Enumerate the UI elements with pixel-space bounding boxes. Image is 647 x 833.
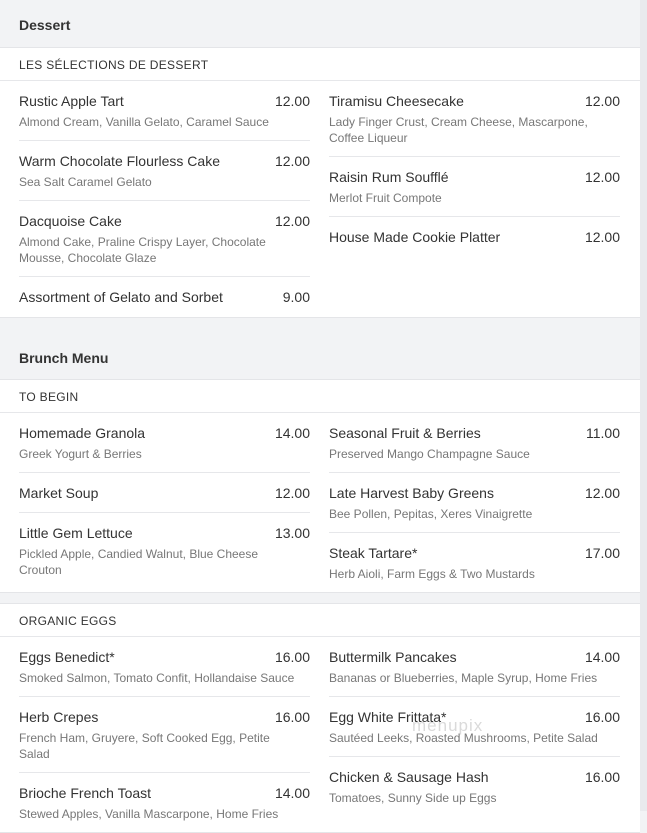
menu-item [329,533,620,592]
section-gap [0,593,640,603]
item-price: 16.00 [274,649,310,665]
item-name: Warm Chocolate Flourless Cake [19,153,220,169]
menu-item [19,201,310,277]
item-name: Eggs Benedict* [19,649,115,665]
item-name: Rustic Apple Tart [19,93,124,109]
menu-column-left [19,637,310,832]
item-description: Smoked Salmon, Tomato Confit, Hollandaise Sauce [19,671,295,685]
item-name: Buttermilk Pancakes [329,649,457,665]
subsection-title: ORGANIC EGGS [0,604,640,637]
item-description: Greek Yogurt & Berries [19,447,142,461]
item-name: Late Harvest Baby Greens [329,485,494,501]
brunch-begin-panel [0,379,640,593]
item-name: Steak Tartare* [329,545,418,561]
menu-item [19,637,310,697]
item-price: 12.00 [584,169,620,185]
item-price: 14.00 [274,425,310,441]
scrollbar-track[interactable] [640,0,647,811]
menu-item [19,773,310,832]
item-name: Tiramisu Cheesecake [329,93,464,109]
subsection-title: TO BEGIN [0,380,640,413]
item-description: Almond Cream, Vanilla Gelato, Caramel Sauce [19,115,269,129]
menu-item [329,217,620,257]
item-price: 16.00 [584,709,620,725]
section-title-brunch: Brunch Menu [0,318,640,379]
item-price: 12.00 [584,93,620,109]
dessert-panel [0,47,640,318]
menu-item [329,81,620,157]
item-name: Herb Crepes [19,709,99,725]
item-price: 12.00 [274,485,310,501]
item-price: 13.00 [274,525,310,541]
menu-item [329,637,620,697]
item-price: 12.00 [274,93,310,109]
item-name: Seasonal Fruit & Berries [329,425,481,441]
watermark: menupix [412,716,484,735]
item-price: 16.00 [584,769,620,785]
item-name: Homemade Granola [19,425,146,441]
item-price: 11.00 [586,425,620,441]
item-description: Almond Cake, Praline Crispy Layer, Chocolate Mousse, Chocolate Glaze [19,235,266,265]
menu-column-left [19,413,310,592]
menu-item [19,513,310,588]
menu-item [19,141,310,201]
menu-item [19,277,310,317]
item-description: Stewed Apples, Vanilla Mascarpone, Home Fries [19,807,279,821]
item-name: House Made Cookie Platter [329,229,501,245]
item-description: Tomatoes, Sunny Side up Eggs [329,791,497,805]
item-description: Sea Salt Caramel Gelato [19,175,152,189]
brunch-eggs-panel [0,603,640,833]
item-price: 12.00 [274,153,310,169]
item-name: Chicken & Sausage Hash [329,769,489,785]
section-title-dessert: Dessert [0,0,640,47]
item-price: 16.00 [274,709,310,725]
item-description: Pickled Apple, Candied Walnut, Blue Cheese Crouton [19,547,259,577]
menu-column-left [19,81,310,317]
item-price: 14.00 [274,785,310,801]
item-price: 12.00 [584,229,620,245]
menu-item [19,81,310,141]
item-price: 9.00 [282,289,310,305]
item-name: Raisin Rum Soufflé [329,169,449,185]
item-name: Assortment of Gelato and Sorbet [19,289,223,305]
menu-item [19,413,310,473]
item-price: 14.00 [584,649,620,665]
menu-item [329,757,620,816]
item-price: 12.00 [584,485,620,501]
menu-item [19,473,310,513]
item-description: Sautéed Leeks, Roasted Mushrooms, Petite Salad [329,731,598,745]
item-price: 12.00 [274,213,310,229]
item-description: Lady Finger Crust, Cream Cheese, Mascarpone, Coffee Liqueur [329,115,588,145]
menu-column-right [329,413,620,592]
menu-item [329,413,620,473]
item-description: Merlot Fruit Compote [329,191,442,205]
item-price: 17.00 [584,545,620,561]
item-name: Dacquoise Cake [19,213,122,229]
menu-item [329,157,620,217]
item-name: Market Soup [19,485,99,501]
item-description: Bee Pollen, Pepitas, Xeres Vinaigrette [329,507,533,521]
menu-item [329,473,620,533]
item-description: Preserved Mango Champagne Sauce [329,447,530,461]
item-description: Herb Aioli, Farm Eggs & Two Mustards [329,567,535,581]
item-name: Egg White Frittata* [329,709,447,725]
item-name: Brioche French Toast [19,785,152,801]
subsection-title: LES SÉLECTIONS DE DESSERT [0,48,640,81]
item-name: Little Gem Lettuce [19,525,133,541]
item-description: French Ham, Gruyere, Soft Cooked Egg, Petite Salad [19,731,270,761]
menu-column-right [329,81,620,317]
item-description: Bananas or Blueberries, Maple Syrup, Home Fries [329,671,598,685]
menu-item [19,697,310,773]
